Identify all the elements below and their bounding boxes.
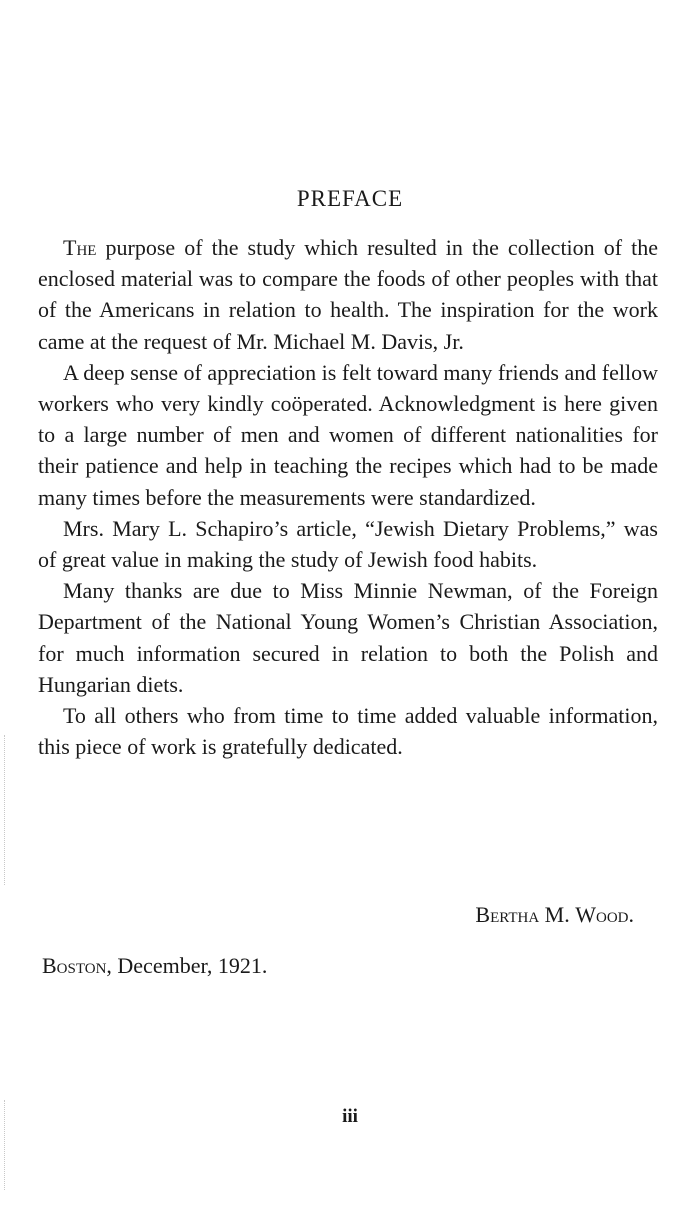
- dateline: [42, 950, 267, 981]
- paragraph-purpose: [38, 232, 658, 357]
- paragraph-schapiro: [38, 513, 658, 575]
- dateline-place: Boston,: [42, 953, 112, 978]
- author-signature: [475, 899, 634, 930]
- paragraph-text: Mrs. Mary L. Schapiro’s article, “Jewish Dietary Problems,” was of great value in making the study of Jewish food habits.: [38, 515, 658, 573]
- paragraph-appreciation: [38, 357, 658, 513]
- paragraph-text: A deep sense of appreciation is felt toward many friends and fellow workers who very kindly coöperated. Acknowledgment is here given to a large number of men and women of different nationalities for their patience and help in teaching the recipes which had to be made many times before the measurements were standardized.: [38, 359, 658, 510]
- paragraph-text: Many thanks are due to Miss Minnie Newman, of the Foreign Department of the National Young Women’s Christian Association, for much information secured in relation to both the Polish and Hungarian diets.: [38, 578, 658, 697]
- preface-body: [38, 232, 658, 762]
- paragraph-text: To all others who from time to time added valuable information, this piece of work is gratefully dedicated.: [38, 703, 658, 760]
- page-title: PREFACE: [296, 186, 404, 211]
- signature-middle-initial: M.: [539, 902, 576, 927]
- paragraph-text: purpose of the study which resulted in the collection of the enclosed material was to compare the foods of other peoples with that of the Americans in relation to health. The inspiration for the work came at the request of Mr. Michael M. Davis, Jr.: [38, 235, 658, 354]
- page-number: iii: [342, 1106, 358, 1127]
- paragraph-newman: [38, 575, 658, 700]
- scan-edge-artifact: [4, 735, 6, 885]
- dateline-date: December, 1921.: [111, 953, 268, 978]
- paragraph-dedication: [38, 700, 658, 762]
- signature-first-name: Bertha: [475, 902, 540, 927]
- signature-last-name: Wood.: [575, 902, 634, 927]
- paragraph-lead-word: The: [63, 235, 97, 260]
